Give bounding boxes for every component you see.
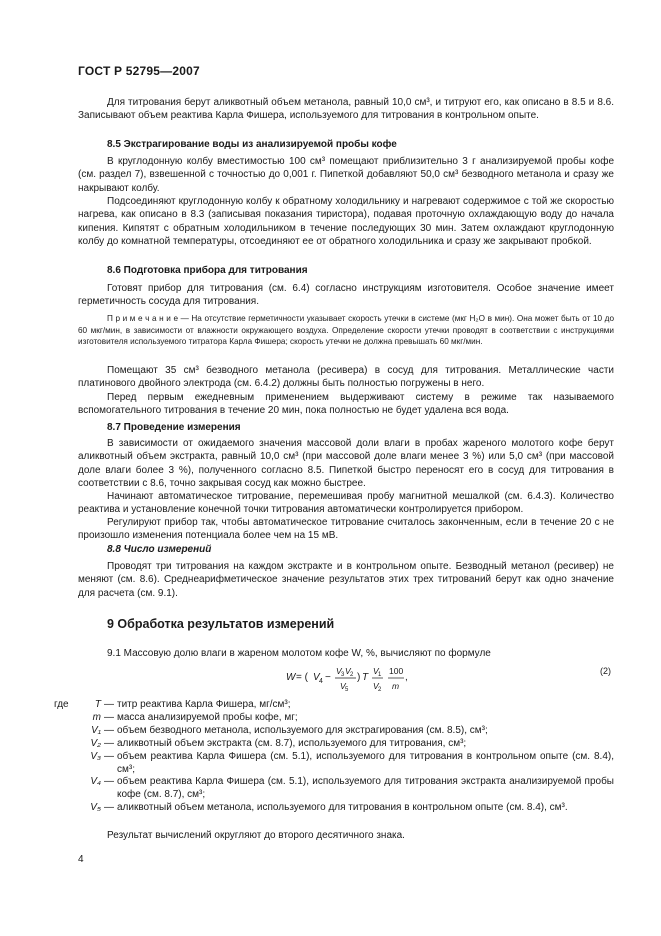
paragraph-8-7-2: Начинают автоматическое титрование, перемешивая пробу магнитной мешалкой (см. 6.4.3). Количество реактива и установление конечной точки титрования автоматически контролируется прибором.	[78, 491, 614, 516]
legend-prefix	[54, 725, 78, 738]
paragraph-8-5-1: В круглодонную колбу вместимостью 100 см³ помещают приблизительно 3 г анализируемой пробы кофе (см. раздел 7), взвешенной с точностью до 0,001 г. Пипеткой добавляют 50,0 см³ безводного метанола и сразу же накрывают колбу.	[78, 156, 614, 194]
paragraph-8-5-2: Подсоединяют круглодонную колбу к обратному холодильнику и нагревают содержимое с той же скоростью нагрева, как описано в 8.3 (записывая показания тиристора), подавая проточную охлаждающую воду до начала кипения. Кипятят с обратным холодильником в течение последующих 30 мин. Затем охлаждают круглодонную колбу до комнатной температуры, отсоединяют ее от обратного холодильника и сразу же закрывают пробкой.	[78, 196, 614, 248]
svg-text:V: V	[345, 666, 351, 676]
standard-header: ГОСТ Р 52795—2007	[78, 64, 200, 78]
legend-dash: —	[104, 724, 114, 736]
paragraph-9-1: 9.1 Массовую долю влаги в жареном молотом кофе W, %, вычисляют по формуле	[107, 648, 491, 659]
legend-symbol: V₄	[90, 776, 101, 788]
paragraph-8-6-2: Помещают 35 см³ безводного метанола (ресивера) в сосуд для титрования. Металлические части платинового двойного электрода (см. 6.4.2) должны быть полностью погружены в него.	[78, 365, 614, 390]
formula-number: (2)	[600, 666, 611, 676]
svg-text:5: 5	[345, 687, 349, 693]
section-8-7-title: 8.7 Проведение измерения	[107, 422, 241, 433]
svg-text:1: 1	[378, 672, 382, 678]
legend-prefix	[54, 776, 78, 802]
svg-text:−: −	[325, 672, 331, 683]
svg-text:m: m	[392, 681, 400, 691]
svg-text:V: V	[373, 666, 379, 676]
legend-row	[54, 699, 614, 712]
svg-text:T: T	[362, 672, 369, 683]
svg-text:2: 2	[378, 687, 382, 693]
legend-symbol: V₁	[91, 724, 101, 736]
section-8-6-title: 8.6 Подготовка прибора для титрования	[107, 265, 308, 276]
legend-dash: —	[104, 802, 114, 814]
legend-dash: —	[104, 750, 114, 762]
paragraph-rounding: Результат вычислений округляют до второго десятичного знака.	[107, 830, 405, 841]
paragraph-8-8-1: Проводят три титрования на каждом экстракте и в контрольном опыте. Безводный метанол (ресивер) не меняют (см. 8.6). Среднеарифметическое значение результатов этих трех титрований берут как одно значение для расчета (см. 9.1).	[78, 561, 614, 599]
svg-text:3: 3	[341, 672, 345, 678]
legend-row	[54, 776, 614, 802]
legend-row	[54, 802, 614, 815]
formula-legend	[54, 699, 614, 815]
legend-symbol: V₅	[90, 802, 101, 814]
svg-text:4: 4	[319, 678, 323, 685]
legend-dash: —	[104, 711, 114, 723]
section-8-5-title: 8.5 Экстрагирование воды из анализируемой пробы кофе	[107, 139, 397, 150]
note-text: На отсутствие герметичности указывает скорость утечки в системе (мкг H₂O в мин). Она может быть от 10 до 60 мкг/мин, в зависимости от влажности окружающего воздуха. Определение скорости утечки проводят в соответствии с инструкциями изготовителя используемого титратора Карла Фишера; скорость утечки не должна превышать 60 мкг/мин.	[78, 314, 614, 347]
formula-graphic	[286, 663, 446, 699]
legend-row	[54, 725, 614, 738]
legend-dash: —	[104, 737, 114, 749]
legend-text: титр реактива Карла Фишера, мг/см³;	[117, 699, 291, 710]
note-label: П р и м е ч а н и е —	[107, 314, 189, 323]
legend-prefix	[54, 751, 78, 777]
legend-text: объем реактива Карла Фишера (см. 5.1), используемого для титрования в контрольном опыте (см. 8.4), см³;	[117, 750, 614, 775]
legend-prefix: где	[54, 699, 69, 710]
legend-symbol: V₂	[90, 737, 101, 749]
paragraph-8-6-1: Готовят прибор для титрования (см. 6.4) согласно инструкциям изготовителя. Особое значение имеет герметичность сосуда для титрования.	[78, 283, 614, 308]
svg-text:,: ,	[405, 672, 408, 683]
paragraph-8-7-3: Регулируют прибор так, чтобы автоматическое титрование считалось законченным, если в течение 20 с не произошло изменения потенциала более чем на 15 мВ.	[78, 517, 614, 542]
legend-row	[54, 712, 614, 725]
paragraph-8-6-3: Перед первым ежедневным применением выдерживают систему в режиме так называемого вспомогательного титрования в течение 20 мин, пока полностью не будет удалена вся вода.	[78, 392, 614, 417]
svg-text:): )	[357, 672, 361, 683]
section-8-8-title: 8.8 Число измерений	[107, 544, 212, 555]
legend-row	[54, 751, 614, 777]
legend-prefix	[54, 738, 78, 751]
svg-text:V: V	[336, 666, 342, 676]
note-block	[78, 313, 614, 348]
section-9-heading: 9 Обработка результатов измерений	[107, 617, 335, 631]
svg-text:V: V	[313, 672, 320, 683]
page-number: 4	[78, 854, 84, 865]
legend-prefix	[54, 802, 78, 815]
legend-text: аликвотный объем экстракта (см. 8.7), используемого для титрования, см³;	[117, 737, 467, 749]
legend-symbol: m	[92, 711, 101, 723]
svg-text:V: V	[340, 681, 346, 691]
legend-symbol: V₃	[90, 750, 101, 762]
legend-text: масса анализируемой пробы кофе, мг;	[117, 711, 298, 723]
legend-symbol: T	[94, 699, 101, 710]
paragraph-blank-titration: Для титрования берут аликвотный объем метанола, равный 10,0 см³, и титруют его, как описано в 8.5 и 8.6. Записывают объем реактива Карла Фишера, используемого для титрования в контрольном опыте.	[78, 97, 614, 122]
moisture-formula	[286, 663, 446, 699]
svg-text:100: 100	[389, 666, 404, 676]
svg-text:2: 2	[350, 672, 354, 678]
svg-text:= (: = (	[296, 672, 308, 683]
legend-text: объем реактива Карла Фишера (см. 5.1), используемого для титрования экстракта анализируемой пробы кофе (см. 8.7), см³;	[117, 776, 614, 801]
legend-dash: —	[104, 776, 114, 788]
legend-text: объем безводного метанола, используемого для экстрагирования (см. 8.5), см³;	[117, 724, 488, 736]
svg-text:V: V	[373, 681, 379, 691]
legend-prefix	[54, 712, 78, 725]
legend-text: аликвотный объем метанола, используемого для титрования в контрольном опыте (см. 8.4), см³.	[117, 802, 568, 814]
svg-text:W: W	[286, 672, 296, 683]
legend-dash: —	[104, 699, 114, 710]
legend-row	[54, 738, 614, 751]
paragraph-8-7-1: В зависимости от ожидаемого значения массовой доли влаги в пробах жареного молотого кофе берут аликвотный объем экстракта, равный 10,0 см³ (при массовой доле влаги менее 3 %) или 5,0 см³ (при массовой доле влаги более 3 %), полученного согласно 8.5. Пипеткой быстро переносят его в сосуд для титрования в соответствии с 8.6, точно закрывая сосуд как можно быстрее.	[78, 438, 614, 490]
